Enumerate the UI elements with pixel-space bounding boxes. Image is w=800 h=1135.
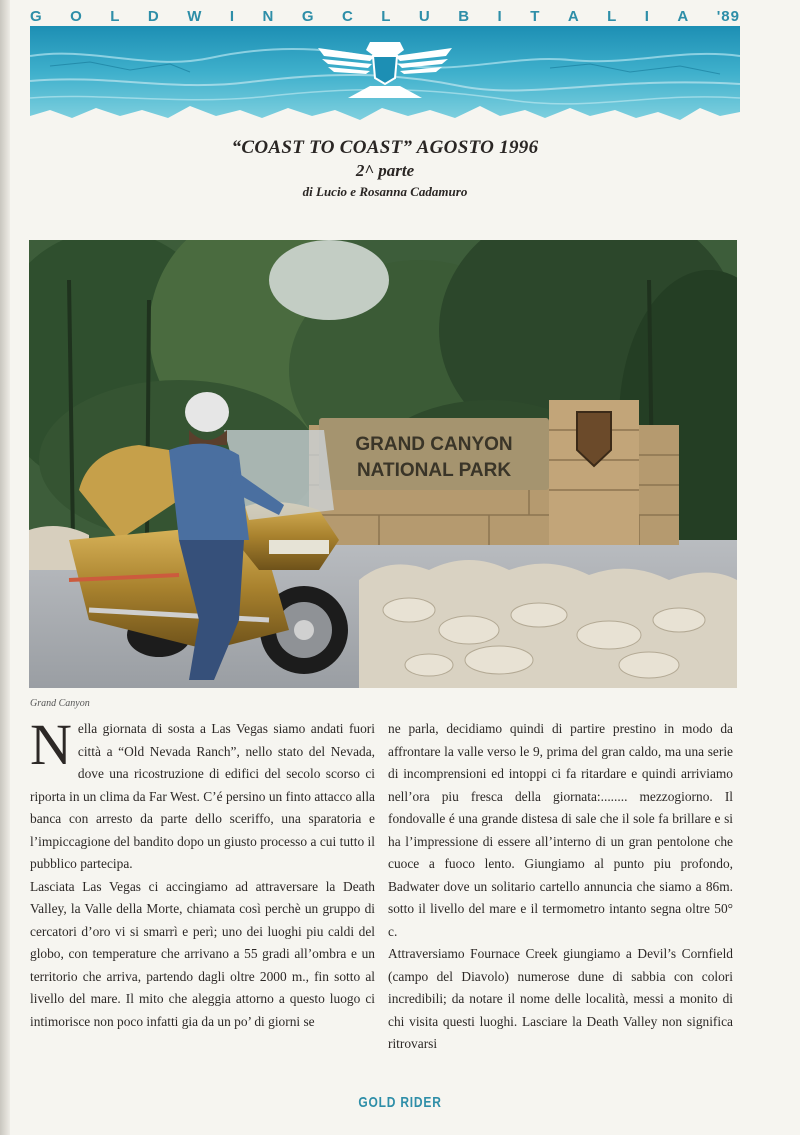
paragraph-1-text: ella giornata di sosta a Las Vegas siamo andati fuori città a “Old Nevada Ranch”, nello stato del Nevada, dove una ricostruzione di edifici del secolo scorso ci riporta in un clima da Far West. C’é persino un finto attacco alla banca con arresto da parte dello sceriffo, una sparatoria e l’impiccagione del bandito dopo un giusto processo a cui tutto il pubblico partecipa. xyxy=(30,721,375,871)
masthead-letter: I xyxy=(497,7,503,25)
masthead-letter: G xyxy=(301,7,315,25)
page-edge xyxy=(0,0,10,1135)
paragraph-2: Lasciata Las Vegas ci accingiamo ad attraversare la Death Valley, la Valle della Morte, chiamata così perchè un gruppo di cercatori d’oro vi si smarrì e perì; uno dei luoghi piu caldi del globo, con temperature che arrivano a 55 gradi all’ombra e un territorio che arriva, partendo dagli oltre 2000 m., fin sotto al livello del mare. Il mito che aleggia attorno a questo luogo ci intimorisce non poco infatti gia da un po’ di giorni se xyxy=(30,878,375,1029)
grand-canyon-photo xyxy=(29,240,737,688)
article-title: “COAST TO COAST” AGOSTO 1996 xyxy=(231,137,539,158)
masthead-letter: D xyxy=(147,7,160,25)
photo-caption: Grand Canyon xyxy=(30,698,90,709)
article-subtitle: 2^ parte xyxy=(355,161,415,180)
masthead-letter: B xyxy=(458,7,471,25)
masthead-letter: C xyxy=(341,7,354,25)
article-header xyxy=(30,136,740,202)
masthead-letter: L xyxy=(110,7,121,25)
masthead-letter: I xyxy=(229,7,236,25)
masthead-letter: A xyxy=(567,7,580,25)
footer-logo: GOLD RIDER xyxy=(358,1094,442,1111)
article-column-right xyxy=(388,718,733,1056)
paragraph-1 xyxy=(30,712,375,876)
masthead-letter: N xyxy=(262,7,275,25)
paragraph-4: Attraversiamo Fournace Creek giungiamo a Devil’s Cornfield (campo del Diavolo) numerose dune di sabbia con colori incredibili; da notare il nome delle località, messi a monito di chi visita questi luoghi. Lasciare la Death Valley non significa ritrovarsi xyxy=(388,946,733,1051)
sign-text-line1: GRAND CANYON xyxy=(355,434,513,455)
article-column-left xyxy=(30,712,375,1033)
drop-cap: N xyxy=(30,712,72,777)
masthead-letter: U xyxy=(418,7,431,25)
masthead xyxy=(30,6,740,26)
sign-text-line2: NATIONAL PARK xyxy=(356,460,512,481)
paragraph-3: ne parla, decidiamo quindi di partire prestino in modo da affrontare la valle verso le 9, prima del gran caldo, ma una serie di incomprensioni ed intoppi ci fa ritardare e quindi arriviamo nell’ora piu fresca della giornata:........ mezzogiorno. Il fondovalle é una grande distesa di sale che il sole fa brillare e si ha l’impressione di essere all’interno di un gran pentolone che cuoce a fuoco lento. Giungiamo al punto piu profondo, Badwater dove un solitario cartello annuncia che siamo a 86m. sotto il livello del mare e il termometro intanto segna oltre 50° c. xyxy=(388,721,733,939)
masthead-letter: L xyxy=(381,7,392,25)
masthead-letter: T xyxy=(530,7,541,25)
masthead-letter: W xyxy=(187,7,203,25)
masthead-letter: A xyxy=(677,7,690,25)
masthead-letter: I xyxy=(644,7,650,25)
photo-illustration xyxy=(29,240,737,688)
masthead-letter: L xyxy=(607,7,618,25)
header-banner xyxy=(30,26,740,124)
masthead-letter: O xyxy=(70,7,83,25)
masthead-year: '89 xyxy=(716,7,740,25)
masthead-letter: G xyxy=(30,7,43,25)
article-authors: di Lucio e Rosanna Cadamuro xyxy=(302,184,468,199)
